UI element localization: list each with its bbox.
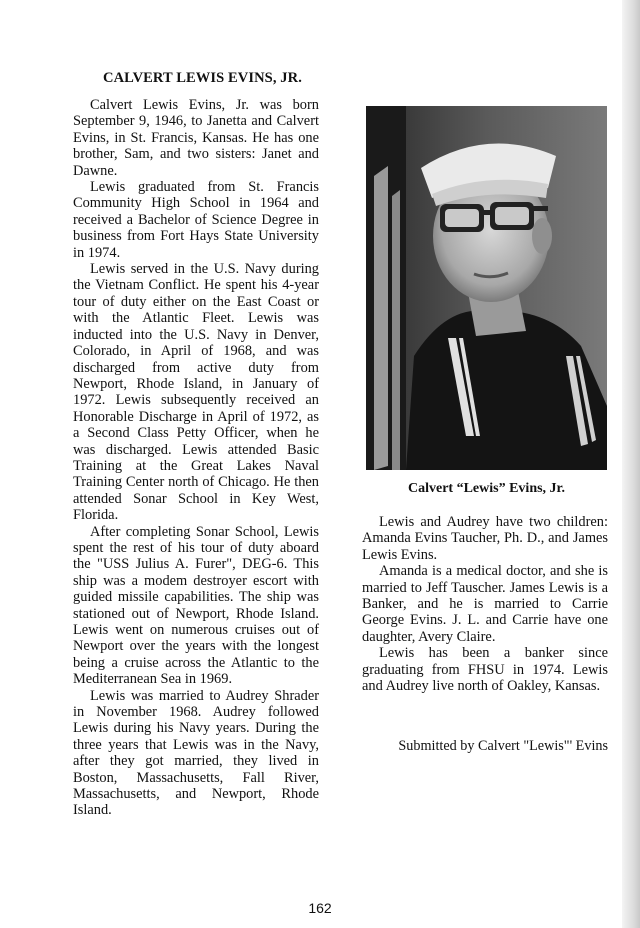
paragraph-navy-service: Lewis served in the U.S. Navy during the Vietnam Conflict. He spent his 4-year tour of duty either on the East Coast or with the Atlantic Fleet. Lewis was inducted into the U.S. Navy in Denver, Colorado, in April of 1968, and was discharged from active duty from Newport, Rhode Island, in January of 1972. Lewis subsequently received an Honorable Discharge in April of 1972, as a Second Class Petty Officer, when he was discharged. Lewis attended Basic Training at the Great Lakes Naval Training Center north of Chicago. He then attended Sonar School in Key West, Florida.: [73, 261, 319, 524]
paragraph-ship: After completing Sonar School, Lewis spent the rest of his tour of duty aboard the "USS Julius A. Furer", DEG-6. This ship was a modem destroyer escort with guided missile capabilities. The ship was stationed out of Newport, Rhode Island. Lewis went on numerous cruises out of Newport over the years with the longest being a cruise across the Atlantic to the Mediterranean Sea in 1969.: [73, 523, 319, 688]
right-column: [362, 514, 608, 694]
submitted-by: Submitted by Calvert "Lewis"' Evins: [398, 738, 608, 754]
paragraph-birth: Calvert Lewis Evins, Jr. was born September 9, 1946, to Janetta and Calvert Evins, in St. Francis, Kansas. He has one brother, Sam, and two sisters: Janet and Dawne.: [73, 97, 319, 179]
paragraph-education: Lewis graduated from St. Francis Community High School in 1964 and received a Bachelor of Science Degree in business from Fort Hays State University in 1974.: [73, 179, 319, 261]
page-edge-shadow: [622, 0, 640, 928]
sailor-portrait-photo: [366, 106, 607, 470]
left-column: [73, 97, 319, 819]
article-title: CALVERT LEWIS EVINS, JR.: [103, 70, 302, 86]
paragraph-marriage: Lewis was married to Audrey Shrader in November 1968. Audrey followed Lewis during his Navy years. During the three years that Lewis was in the Navy, after they got married, they lived in Boston, Massachusetts, Fall River, Massachusetts, and Newport, Rhode Island.: [73, 687, 319, 819]
paragraph-children: Lewis and Audrey have two children: Amanda Evins Taucher, Ph. D., and James Lewis Evins.: [362, 514, 608, 563]
paragraph-family: Amanda is a medical doctor, and she is married to Jeff Tauscher. James Lewis is a Banker, and he is married to Carrie George Evins. J. L. and Carrie have one daughter, Avery Claire.: [362, 563, 608, 645]
page-number: 162: [308, 900, 332, 916]
photo-caption: Calvert “Lewis” Evins, Jr.: [408, 481, 565, 496]
paragraph-career: Lewis has been a banker since graduating from FHSU in 1974. Lewis and Audrey live north of Oakley, Kansas.: [362, 645, 608, 695]
